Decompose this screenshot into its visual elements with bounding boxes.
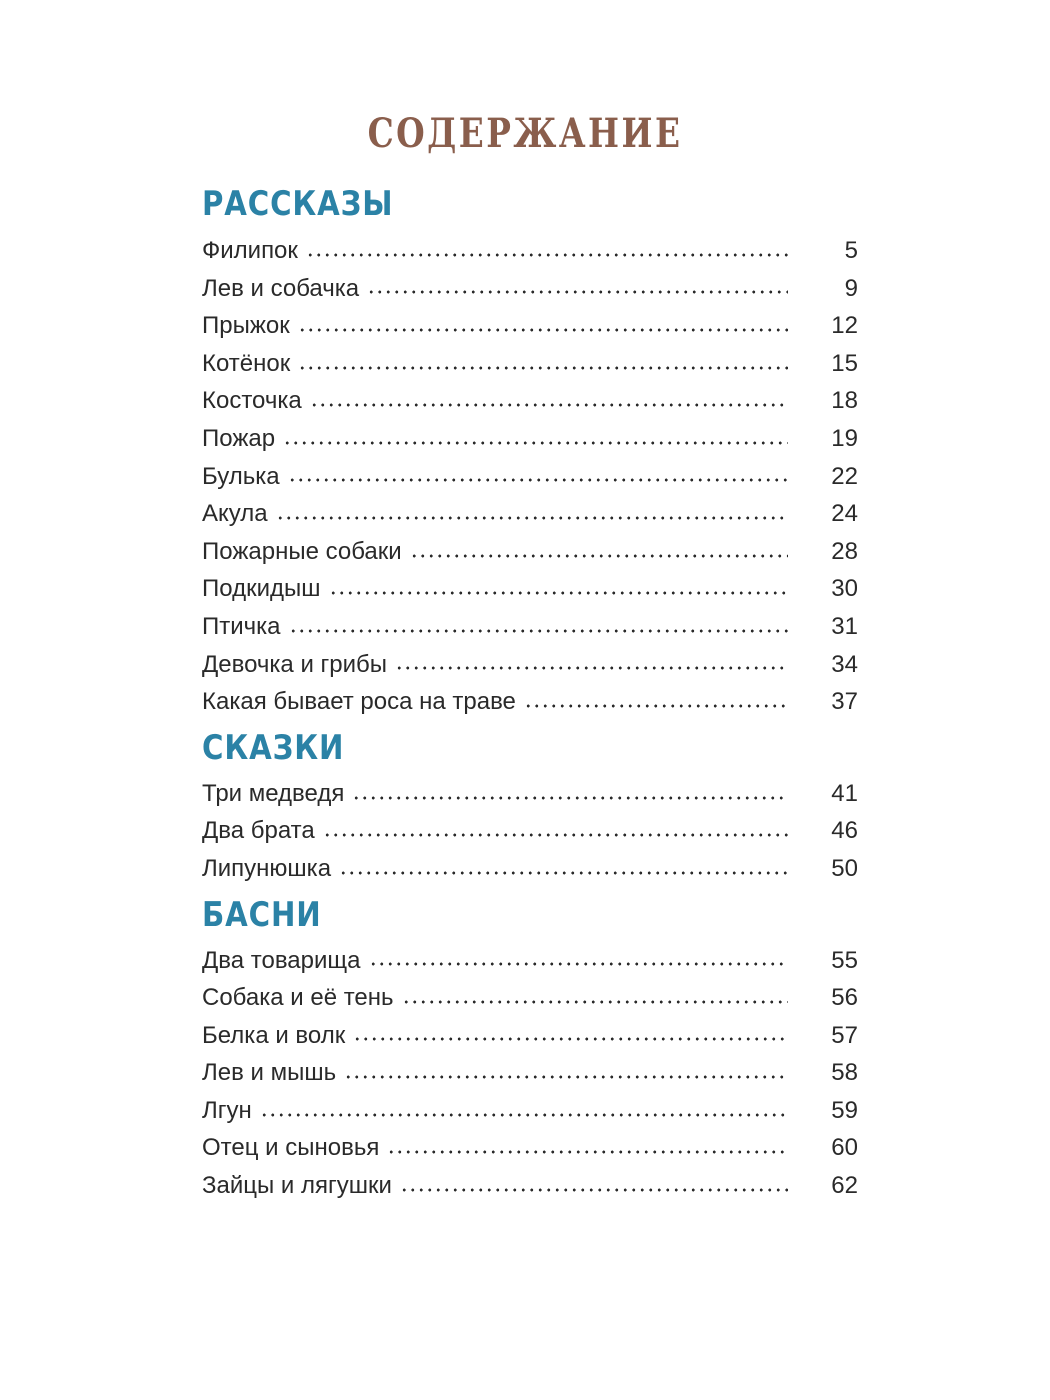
entry-title: Собака и её тень xyxy=(202,984,394,1012)
dot-leader xyxy=(323,833,788,837)
toc-entry xyxy=(202,495,858,533)
dot-leader xyxy=(369,962,789,966)
toc-entry xyxy=(202,608,858,646)
toc-entry xyxy=(202,646,858,684)
dot-leader xyxy=(352,796,788,800)
toc-entry xyxy=(202,382,858,420)
entry-title: Два брата xyxy=(202,817,315,845)
entry-page-number: 18 xyxy=(831,387,858,415)
section-entry-list xyxy=(202,942,858,1205)
entry-page-number: 19 xyxy=(831,424,858,452)
entry-page-number: 30 xyxy=(831,575,858,603)
dot-leader xyxy=(283,441,788,445)
entry-page-number: 41 xyxy=(831,779,858,807)
dot-leader xyxy=(289,629,788,633)
dot-leader xyxy=(410,554,788,558)
table-of-contents xyxy=(202,176,858,1205)
entry-title: Лев и собачка xyxy=(202,274,360,302)
entry-page-number: 5 xyxy=(844,237,858,264)
entry-page-number: 28 xyxy=(831,537,858,565)
dot-leader xyxy=(298,328,788,332)
entry-page-number: 62 xyxy=(831,1172,858,1200)
entry-page-number: 12 xyxy=(831,312,858,340)
entry-title: Лев и мышь xyxy=(202,1059,337,1087)
dot-leader xyxy=(339,871,788,875)
toc-entry xyxy=(202,1054,858,1092)
dot-leader xyxy=(329,591,789,595)
entry-title: Акула xyxy=(202,500,268,528)
section-heading: СКАЗКИ xyxy=(202,727,345,768)
toc-entry xyxy=(202,420,858,458)
entry-page-number: 50 xyxy=(831,854,858,882)
entry-title: Белка и волк xyxy=(202,1021,346,1049)
section-entry-list xyxy=(202,232,858,721)
toc-entry xyxy=(202,942,858,980)
dot-leader xyxy=(344,1075,788,1079)
section-heading: РАССКАЗЫ xyxy=(202,184,394,224)
entry-page-number: 24 xyxy=(831,500,858,528)
toc-entry xyxy=(202,1129,858,1167)
dot-leader xyxy=(400,1188,788,1192)
entry-title: Котёнок xyxy=(202,349,291,377)
dot-leader xyxy=(367,290,788,294)
entry-title: Отец и сыновья xyxy=(202,1134,380,1162)
toc-entry xyxy=(202,533,858,571)
dot-leader xyxy=(260,1113,788,1117)
section-heading: БАСНИ xyxy=(202,894,322,935)
entry-page-number: 15 xyxy=(831,349,858,377)
entry-title: Какая бывает роса на траве xyxy=(202,688,516,716)
entry-page-number: 56 xyxy=(831,984,858,1012)
toc-entry xyxy=(202,345,858,383)
dot-leader xyxy=(387,1150,788,1154)
toc-entry xyxy=(202,1167,858,1205)
toc-entry xyxy=(202,307,858,345)
dot-leader xyxy=(310,403,788,407)
entry-page-number: 9 xyxy=(844,274,858,302)
toc-entry xyxy=(202,979,858,1017)
entry-page-number: 46 xyxy=(831,817,858,845)
entry-page-number: 34 xyxy=(831,650,858,678)
entry-title: Девочка и грибы xyxy=(202,650,388,678)
entry-page-number: 31 xyxy=(831,612,858,640)
toc-entry xyxy=(202,812,858,850)
entry-page-number: 22 xyxy=(831,462,858,490)
entry-page-number: 58 xyxy=(831,1059,858,1087)
dot-leader xyxy=(298,366,788,370)
entry-title: Филипок xyxy=(202,237,298,264)
toc-entry xyxy=(202,683,858,721)
entry-page-number: 60 xyxy=(831,1134,858,1162)
entry-page-number: 57 xyxy=(831,1021,858,1049)
dot-leader xyxy=(276,516,788,520)
dot-leader xyxy=(524,704,788,708)
toc-entry xyxy=(202,232,858,270)
entry-page-number: 59 xyxy=(831,1096,858,1124)
entry-title: Лгун xyxy=(202,1096,252,1124)
toc-entry xyxy=(202,775,858,813)
toc-entry xyxy=(202,570,858,608)
section-entry-list xyxy=(202,775,858,888)
entry-title: Пожар xyxy=(202,424,276,452)
toc-entry xyxy=(202,1017,858,1055)
entry-title: Птичка xyxy=(202,612,281,640)
dot-leader xyxy=(402,1000,788,1004)
entry-title: Прыжок xyxy=(202,312,290,340)
entry-title: Два товарища xyxy=(202,946,361,974)
toc-entry xyxy=(202,850,858,888)
entry-title: Подкидыш xyxy=(202,575,321,603)
entry-page-number: 55 xyxy=(831,946,858,974)
entry-title: Косточка xyxy=(202,387,302,415)
entry-title: Булька xyxy=(202,462,280,490)
entry-title: Три медведя xyxy=(202,779,345,807)
toc-entry xyxy=(202,1092,858,1130)
dot-leader xyxy=(288,478,788,482)
page-title: СОДЕРЖАНИЕ xyxy=(367,110,683,157)
dot-leader xyxy=(395,666,788,670)
entry-title: Зайцы и лягушки xyxy=(202,1172,392,1200)
dot-leader xyxy=(353,1037,788,1041)
entry-page-number: 37 xyxy=(831,688,858,716)
entry-title: Пожарные собаки xyxy=(202,537,402,565)
dot-leader xyxy=(306,253,788,257)
entry-title: Липунюшка xyxy=(202,854,332,882)
toc-entry xyxy=(202,270,858,308)
toc-entry xyxy=(202,458,858,496)
